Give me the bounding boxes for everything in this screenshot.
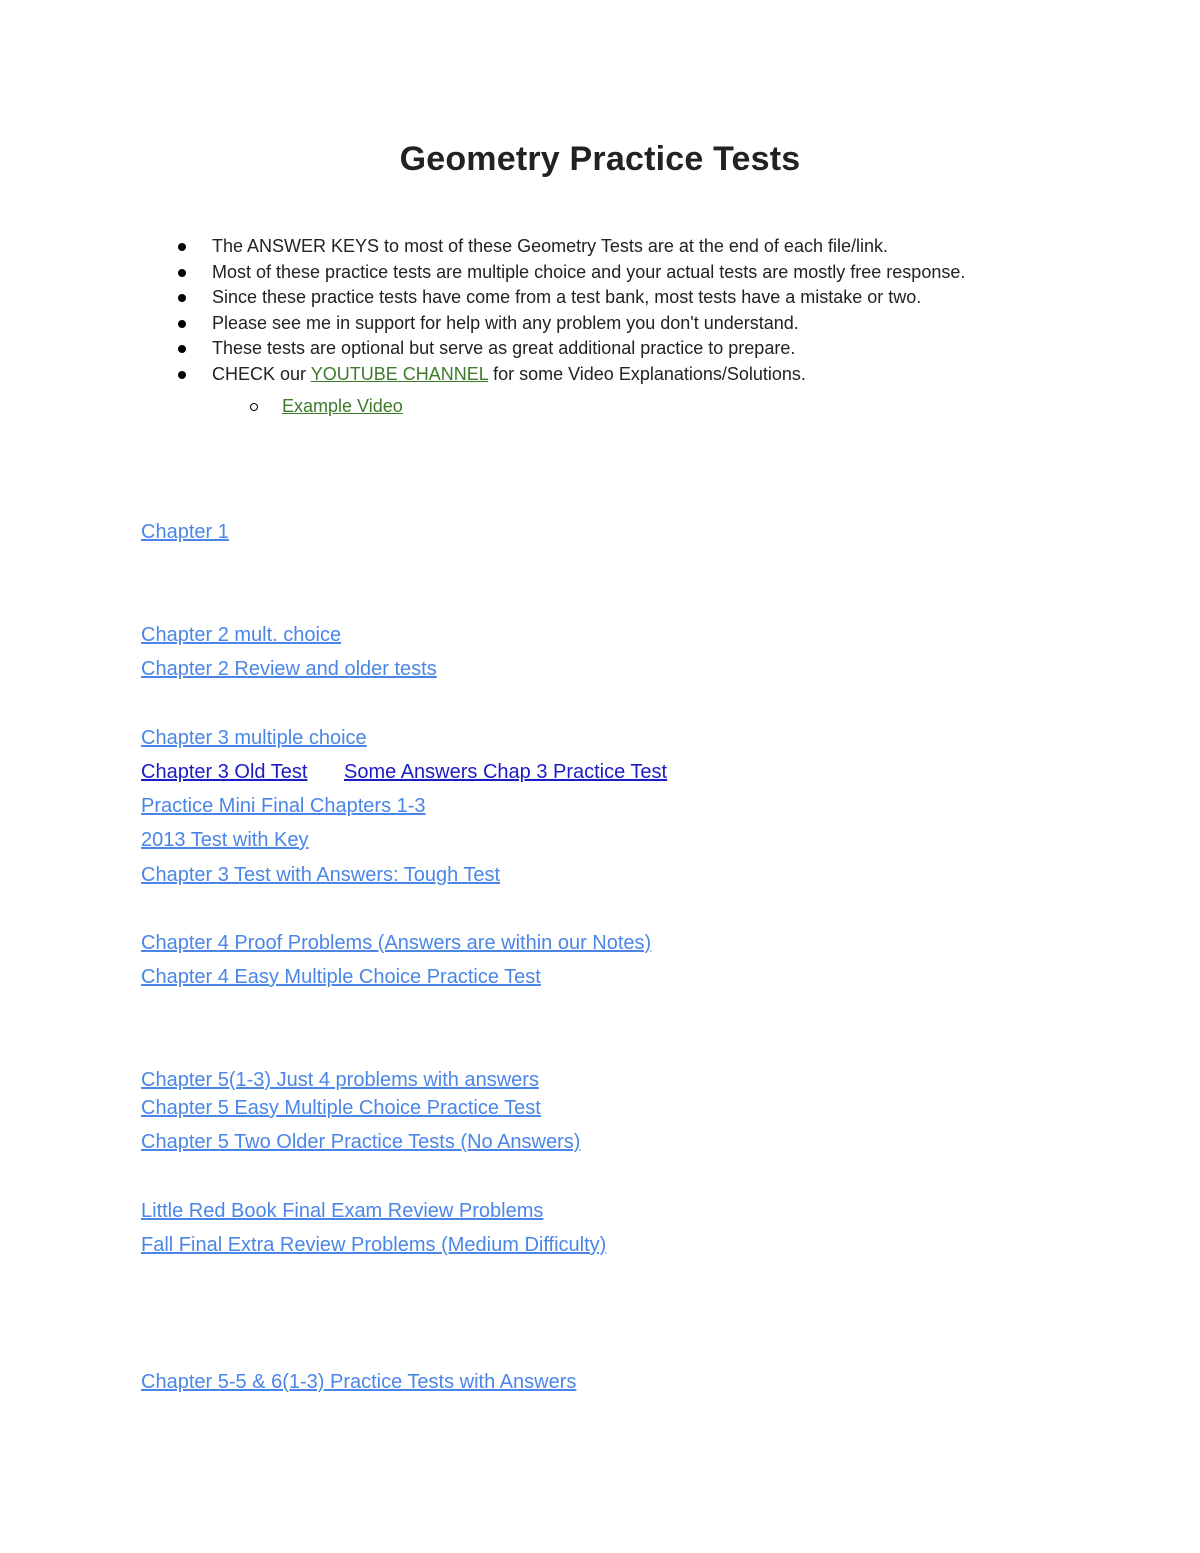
check-suffix: for some Video Explanations/Solutions. xyxy=(488,363,806,384)
little-red-book-link[interactable]: Little Red Book Final Exam Review Problems xyxy=(141,1200,544,1222)
page-title: Geometry Practice Tests xyxy=(399,140,801,178)
list-item xyxy=(178,260,965,286)
chapter-2-mult-choice-link[interactable]: Chapter 2 mult. choice xyxy=(141,624,342,646)
list-item xyxy=(178,336,965,362)
fall-final-link[interactable]: Fall Final Extra Review Problems (Medium Difficulty) xyxy=(141,1234,607,1256)
chapter-3-tough-test-link[interactable]: Chapter 3 Test with Answers: Tough Test xyxy=(141,864,501,886)
chapter-5-6-link[interactable]: Chapter 5-5 & 6(1-3) Practice Tests with Answers xyxy=(141,1371,577,1393)
bullet-icon xyxy=(178,345,186,353)
chapter-3-multiple-choice-link[interactable]: Chapter 3 multiple choice xyxy=(141,727,367,749)
list-item-text: Please see me in support for help with any problem you don't understand. xyxy=(212,312,799,333)
circle-bullet-icon xyxy=(250,403,258,411)
bullet-icon xyxy=(178,371,186,379)
chapter-4-easy-link[interactable]: Chapter 4 Easy Multiple Choice Practice Test xyxy=(141,966,541,988)
chapter-3-old-test-link[interactable]: Chapter 3 Old Test xyxy=(141,761,308,783)
list-item xyxy=(178,285,965,311)
bullet-icon xyxy=(178,294,186,302)
list-item-text: Since these practice tests have come from a test bank, most tests have a mistake or two. xyxy=(212,287,922,308)
list-item xyxy=(178,234,965,260)
chapter-3-answers-link[interactable]: Some Answers Chap 3 Practice Test xyxy=(344,761,668,783)
chapter-5-easy-link[interactable]: Chapter 5 Easy Multiple Choice Practice Test xyxy=(141,1097,541,1119)
bullet-icon xyxy=(178,269,186,277)
youtube-channel-link[interactable]: YOUTUBE CHANNEL xyxy=(310,363,489,384)
instructions-list xyxy=(178,234,965,419)
chapter-2-review-link[interactable]: Chapter 2 Review and older tests xyxy=(141,658,437,680)
practice-mini-final-link[interactable]: Practice Mini Final Chapters 1-3 xyxy=(141,795,426,817)
list-item xyxy=(178,311,965,337)
chapter-1-link[interactable]: Chapter 1 xyxy=(141,521,229,543)
list-item xyxy=(178,362,965,388)
example-video-link[interactable]: Example Video xyxy=(282,395,403,416)
chapter-5-older-link[interactable]: Chapter 5 Two Older Practice Tests (No Answers) xyxy=(141,1131,581,1153)
test-2013-link[interactable]: 2013 Test with Key xyxy=(141,829,309,851)
list-item-text: These tests are optional but serve as great additional practice to prepare. xyxy=(212,338,796,359)
list-item xyxy=(178,394,965,420)
chapter-5-just4-link[interactable]: Chapter 5(1-3) Just 4 problems with answers xyxy=(141,1069,539,1091)
bullet-icon xyxy=(178,320,186,328)
bullet-icon xyxy=(178,243,186,251)
list-item-text: Most of these practice tests are multiple choice and your actual tests are mostly free response. xyxy=(212,261,966,282)
check-prefix: CHECK our xyxy=(212,363,311,384)
list-item-text: The ANSWER KEYS to most of these Geometry Tests are at the end of each file/link. xyxy=(212,236,888,256)
chapter-4-proof-link[interactable]: Chapter 4 Proof Problems (Answers are within our Notes) xyxy=(141,932,652,954)
